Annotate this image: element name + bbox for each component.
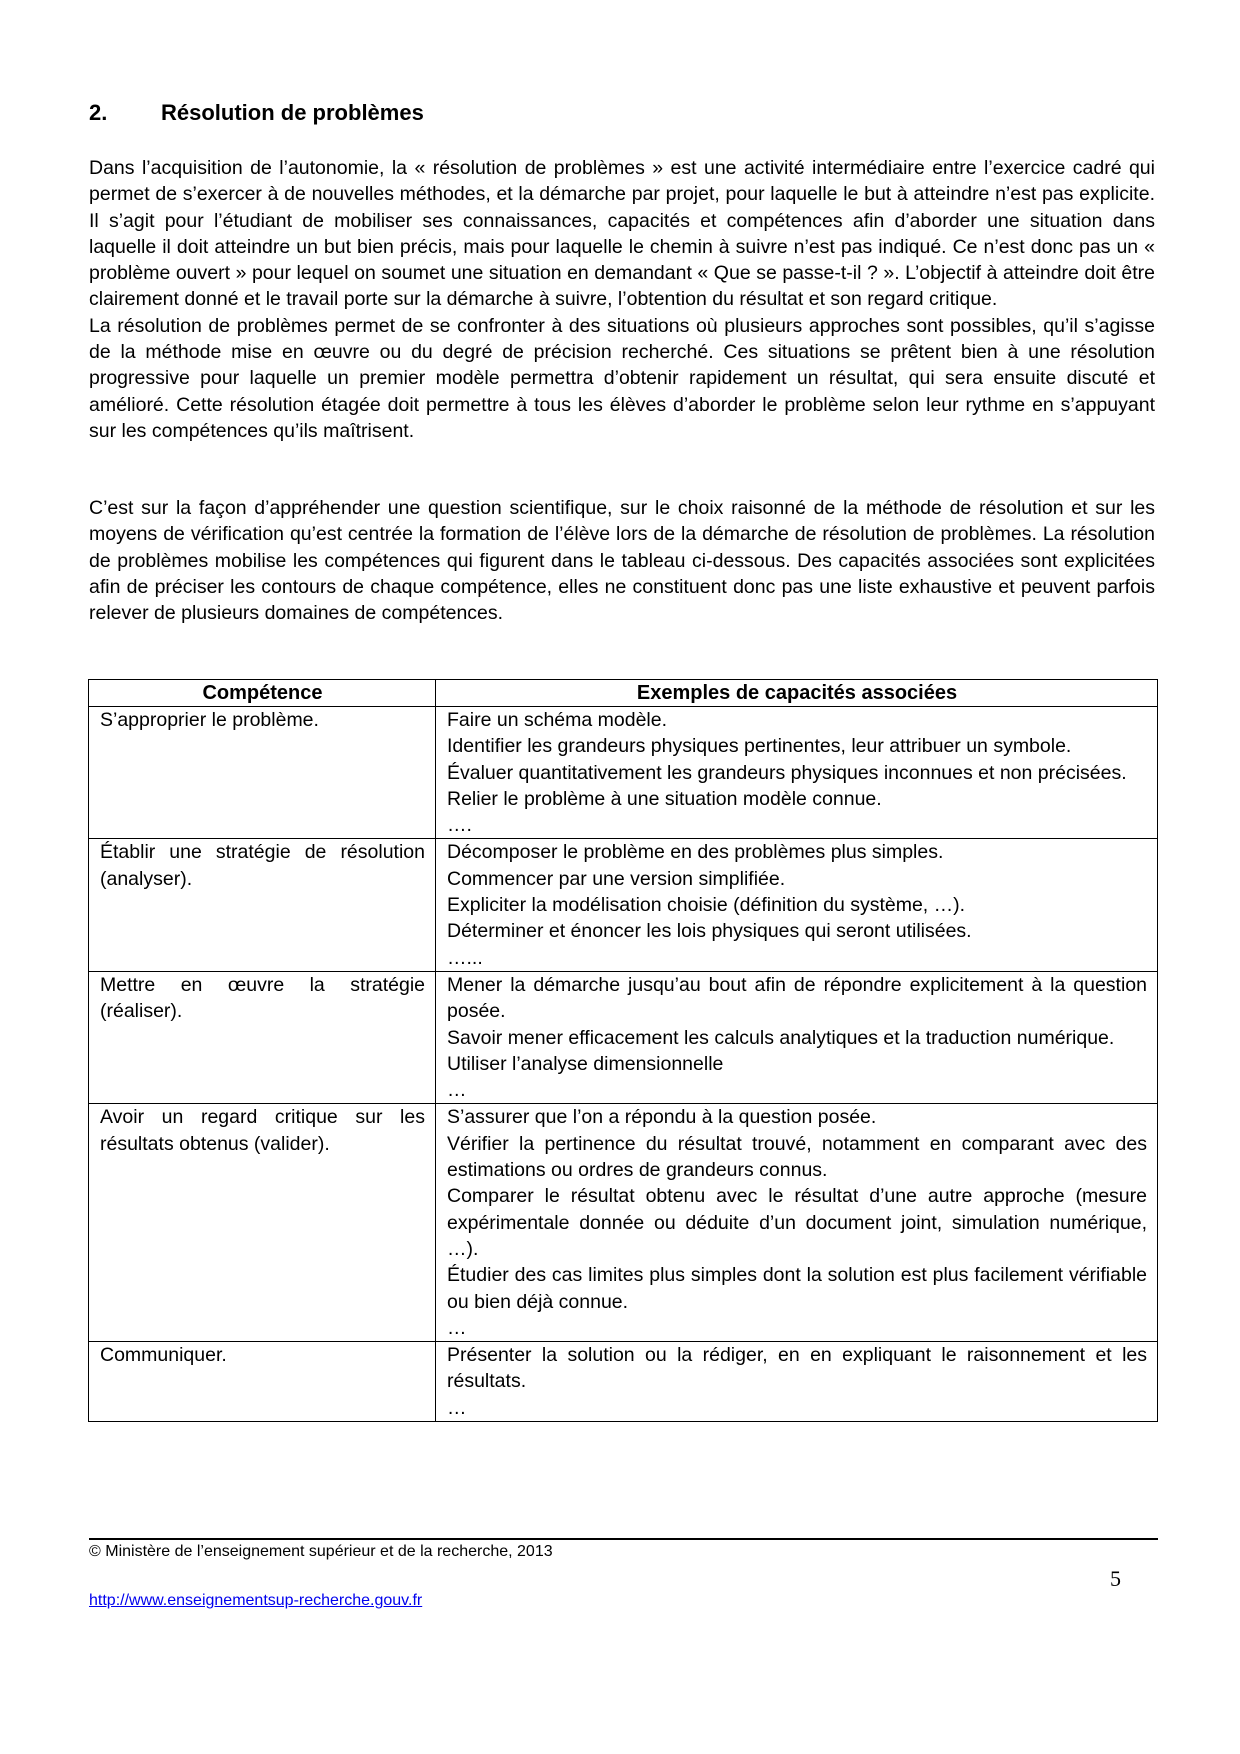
footer-divider <box>89 1538 1158 1540</box>
intro-paragraph-1: Dans l’acquisition de l’autonomie, la « résolution de problèmes » est une activité intermédiaire entre l’exercice cadré qui permet de s’exercer à de nouvelles méthodes, et la démarche par projet, pour laquelle le but à atteindre n’est pas explicite. Il s’agit pour l’étudiant de mobiliser ses connaissances, capacités et compétences afin d’aborder une situation dans laquelle il doit atteindre un but bien précis, mais pour laquelle le chemin à suivre n’est pas indiqué. Ce n’est donc pas un « problème ouvert » pour lequel on soumet une situation en demandant « Que se passe-t-il ? ». L’objectif à atteindre doit être clairement donné et le travail porte sur la démarche à suivre, l’obtention du résultat et son regard critique. <box>89 157 1155 311</box>
table-row <box>89 839 1158 971</box>
paragraph-3-text: C’est sur la façon d’appréhender une question scientifique, sur le choix raisonné de la méthode de résolution et sur les moyens de vérification qu’est centrée la formation de l’élève lors de la démarche de résolution de problèmes. La résolution de problèmes mobilise les compétences qui figurent dans le tableau ci-dessous. Des capacités associées sont explicitées afin de préciser les contours de chaque compétence, elles ne constituent donc pas une liste exhaustive et peuvent parfois relever de plusieurs domaines de compétences. <box>89 497 1155 625</box>
intro-paragraph-2: La résolution de problèmes permet de se confronter à des situations où plusieurs approches sont possibles, qu’il s’agisse de la méthode mise en œuvre ou du degré de précision recherché. Ces situations se prêtent bien à une résolution progressive pour laquelle un premier modèle permettra d’obtenir rapidement un résultat, qui sera ensuite discuté et amélioré. Cette résolution étagée doit permettre à tous les élèves d’aborder le problème selon leur rythme en s’appuyant sur les compétences qu’ils maîtrisent. <box>89 314 1155 442</box>
capacite-item: Décomposer le problème en des problèmes plus simples. <box>447 841 944 864</box>
capacites-cell <box>436 839 1158 971</box>
capacite-item: Savoir mener efficacement les calculs analytiques et la traduction numérique. <box>447 1026 1115 1049</box>
capacites-cell <box>436 1342 1158 1422</box>
capacite-item: Vérifier la pertinence du résultat trouvé, notamment en comparant avec des estimations ou ordres de grandeurs connus. <box>447 1132 1147 1182</box>
table-row <box>89 1104 1158 1342</box>
capacites-cell <box>436 971 1158 1103</box>
section-title: Résolution de problèmes <box>161 100 424 125</box>
capacite-item: Comparer le résultat obtenu avec le résultat d’une autre approche (mesure expérimentale donnée ou déduite d’un document joint, simulation numérique, …). <box>447 1185 1147 1260</box>
header-competence: Compétence <box>89 680 436 707</box>
competence-cell: Établir une stratégie de résolution (analyser). <box>89 839 436 971</box>
table-row <box>89 707 1158 839</box>
competence-cell: Mettre en œuvre la stratégie (réaliser). <box>89 971 436 1103</box>
capacite-item: Étudier des cas limites plus simples dont la solution est plus facilement vérifiable ou bien déjà connue. <box>447 1264 1147 1313</box>
capacite-item: Relier le problème à une situation modèle connue. <box>447 787 882 810</box>
capacite-item: Commencer par une version simplifiée. <box>447 867 786 890</box>
capacite-item: Expliciter la modélisation choisie (définition du système, …). <box>447 894 966 917</box>
intro-text <box>89 155 1155 444</box>
table-row <box>89 1342 1158 1422</box>
capacite-item: S’assurer que l’on a répondu à la question posée. <box>447 1106 877 1129</box>
table-row <box>89 971 1158 1103</box>
capacite-item: …. <box>447 814 472 837</box>
header-capacites: Exemples de capacités associées <box>436 680 1158 707</box>
capacite-item: Présenter la solution ou la rédiger, en en expliquant le raisonnement et les résultats. <box>447 1344 1147 1393</box>
capacite-item: … <box>447 1316 467 1339</box>
section-heading <box>89 100 424 126</box>
capacite-item: Faire un schéma modèle. <box>447 709 668 731</box>
capacite-item: Déterminer et énoncer les lois physiques qui seront utilisées. <box>447 920 972 943</box>
competence-cell: Avoir un regard critique sur les résultats obtenus (valider). <box>89 1104 436 1342</box>
capacite-item: Utiliser l’analyse dimensionnelle <box>447 1052 724 1075</box>
section-number: 2. <box>89 100 108 125</box>
ministry-website-link[interactable]: http://www.enseignementsup-recherche.gouv.fr <box>89 1592 423 1609</box>
page-number: 5 <box>1110 1566 1121 1591</box>
competences-table <box>88 679 1158 1422</box>
capacite-item: …... <box>447 946 483 969</box>
capacite-item: Mener la démarche jusqu’au bout afin de répondre explicitement à la question posée. <box>447 973 1147 1023</box>
capacite-item: Évaluer quantitativement les grandeurs physiques inconnues et non précisées. <box>447 761 1127 784</box>
capacite-item: Identifier les grandeurs physiques pertinentes, leur attribuer un symbole. <box>447 735 1072 758</box>
capacite-item: … <box>447 1079 467 1102</box>
paragraph-3 <box>89 495 1155 626</box>
capacite-item: … <box>447 1396 467 1419</box>
capacites-cell <box>436 1104 1158 1342</box>
table-header-row <box>89 680 1158 707</box>
copyright-notice: © Ministère de l’enseignement supérieur et de la recherche, 2013 <box>89 1543 553 1560</box>
competence-cell: S’approprier le problème. <box>89 707 436 839</box>
competence-cell: Communiquer. <box>89 1342 436 1422</box>
capacites-cell <box>436 707 1158 839</box>
